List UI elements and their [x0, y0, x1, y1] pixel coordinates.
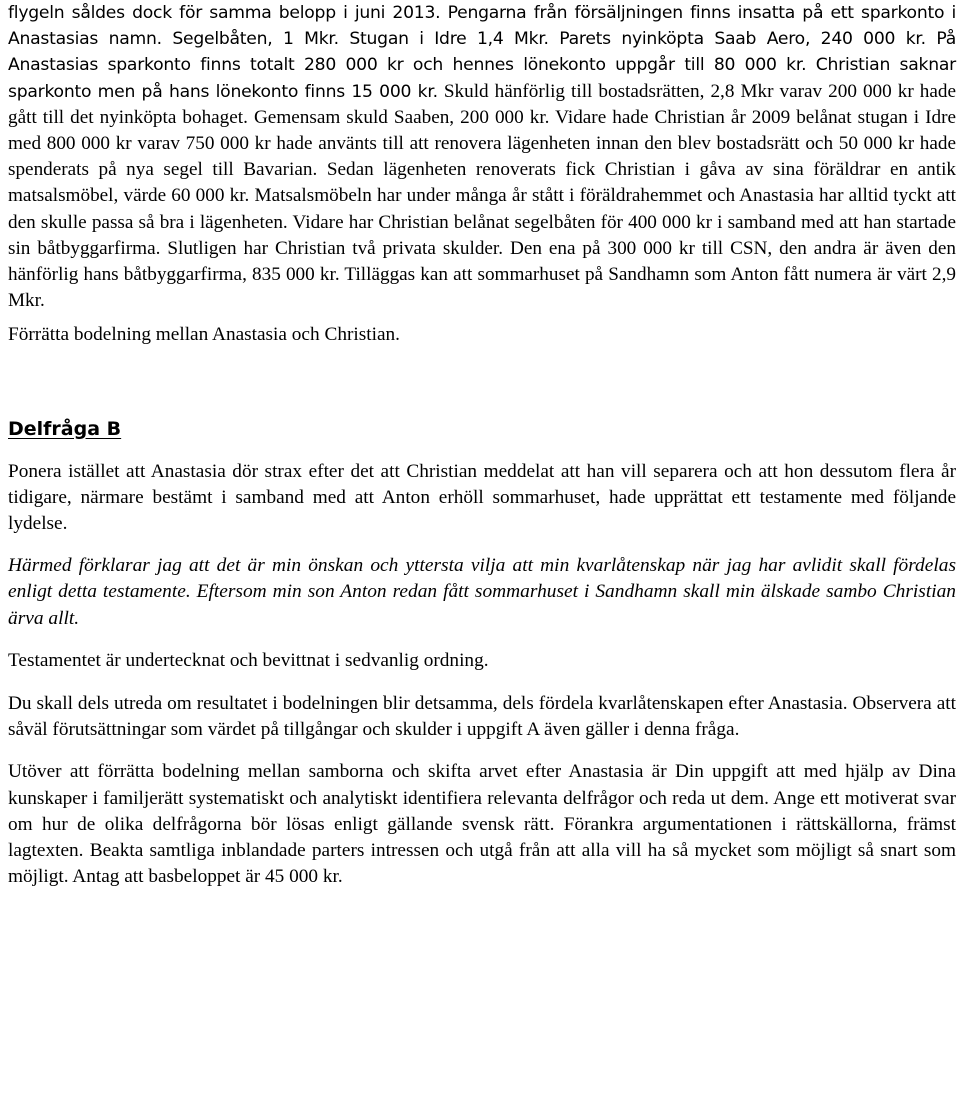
- intro-sentences-serif: Skuld hänförlig till bostadsrätten, 2,8 Mkr varav 200 000 kr hade gått till det nyinköpta bohaget. Gemensam skuld Saaben, 200 000 kr. Vidare hade Christian år 2009 belånat stugan i Idre med 800 000 kr varav 750 000 kr hade använts till att renovera lägenheten innan den blev bostadsrätt och 50 000 kr hade spenderats på nya segel till Bavarian. Sedan lägenheten renoverats fick Christian i gåva av sina föräldrar en antik matsalsmöbel, värde 60 000 kr. Matsalsmöbeln har under många år stått i föräldrahemmet och Anastasia har alltid tyckt att den skulle passa så bra i lägenheten. Vidare har Christian belånat segelbåten för 400 000 kr i samband med att han startade sin båtbyggarfirma. Slutligen har Christian två privata skulder. Den ena på 300 000 kr till CSN, den andra är även den hänförlig hans båtbyggarfirma, 835 000 kr. Tilläggas kan att sommarhuset på Sandhamn som Anton fått numera är värt 2,9 Mkr.: [8, 80, 956, 312]
- part-b-intro: Ponera istället att Anastasia dör strax efter det att Christian meddelat att han vill separera och att hon dessutom flera år tidigare, närmare bestämt i samband med att Anton erhöll sommarhuset, hade upprättat ett testamente med följande lydelse.: [8, 460, 956, 535]
- intro-sentences-sans: flygeln såldes dock för samma belopp i juni 2013. Pengarna från försäljningen finns insatta på ett sparkonto i Anastasias namn. Segelbåten, 1 Mkr. Stugan i Idre 1,4 Mkr. Parets nyinköpta Saab Aero, 240 000 kr. På Anastasias sparkonto finns totalt 280 000 kr och hennes lönekonto uppgår till 80 000 kr. Christian saknar sparkonto men på hans lönekonto finns 15 000 kr.: [8, 3, 956, 102]
- instruction-paragraph-2: Utöver att förrätta bodelning mellan samborna och skifta arvet efter Anastasia är Din uppgift att med hjälp av Dina kunskaper i familjerätt systematiskt och analytiskt identifiera relevanta delfrågor och reda ut dem. Ange ett motiverat svar om hur de olika delfrågorna bör lösas enligt gällande svensk rätt. Förankra argumentationen i rättskällorna, främst lagtexten. Beakta samtliga inblandade parters intressen och utgå från att alla vill ha så mycket som möjligt så snart som möjligt. Antag att basbeloppet är 45 000 kr.: [8, 761, 956, 888]
- task-a-instruction: Förrätta bodelning mellan Anastasia och Christian.: [8, 324, 400, 346]
- will-quote: Härmed förklarar jag att det är min önskan och yttersta vilja att min kvarlåtenskap när jag har avlidit skall fördelas enligt detta testamente. Eftersom min son Anton redan fått sommarhuset i Sandhamn skall min älskade sambo Christian ärva allt.: [8, 555, 956, 629]
- intro-paragraph: [8, 0, 956, 314]
- will-signed-note: Testamentet är undertecknat och bevittnat i sedvanlig ordning.: [8, 649, 489, 671]
- instruction-paragraph-1: Du skall dels utreda om resultatet i bodelningen blir detsamma, dels fördela kvarlåtenskapen efter Anastasia. Observera att såväl förutsättningar som värdet på tillgångar och skulder i uppgift A även gäller i denna fråga.: [8, 693, 956, 741]
- section-heading: Delfråga B: [8, 417, 122, 440]
